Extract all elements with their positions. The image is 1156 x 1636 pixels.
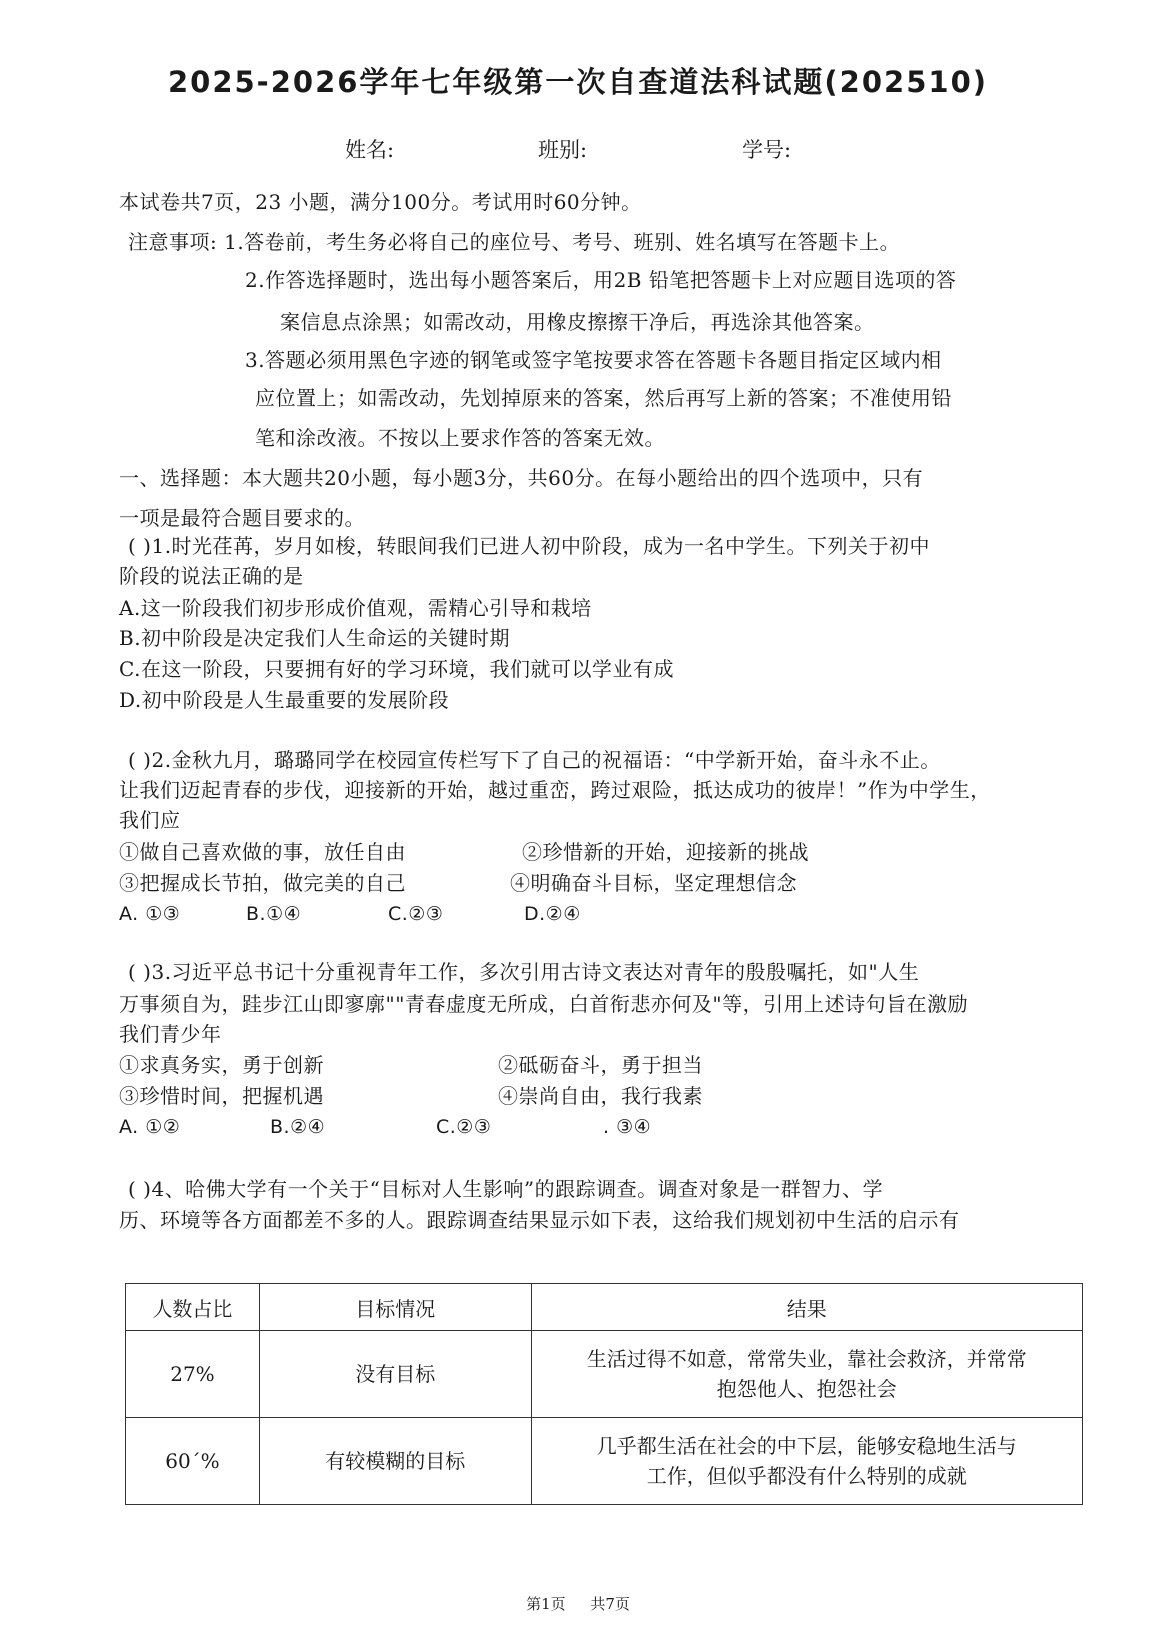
name-label: 姓名:	[345, 138, 395, 162]
question-1-option-c: C.在这一阶段，只要拥有好的学习环境，我们就可以学业有成	[119, 657, 674, 681]
question-4-stem: ( )4、哈佛大学有一个关于“目标对人生影响”的跟踪调查。调查对象是一群智力、学	[128, 1177, 884, 1201]
question-3-option-c: C.②③	[436, 1116, 492, 1138]
question-2-option-d: D.②④	[524, 903, 581, 925]
cell-result-line: 工作，但似乎都没有什么特别的成就	[646, 1464, 967, 1488]
survey-result-table	[125, 1283, 1083, 1505]
question-3-statement-4: ④崇尚自由，我行我素	[498, 1084, 703, 1108]
question-3-stem: ( )3.习近平总书记十分重视青年工作，多次引用古诗文表达对青年的殷殷嘱托，如"人生	[128, 960, 920, 984]
question-2-stem-end: 我们应	[119, 808, 181, 832]
page-number: 第1页	[526, 1595, 566, 1613]
question-1-stem: ( )1.时光荏苒，岁月如梭，转眼间我们已进人初中阶段，成为一名中学生。下列关于初中	[128, 534, 931, 558]
question-2-statement-1: ①做自己喜欢做的事，放任自由	[119, 840, 406, 864]
question-2-stem: ( )2.金秋九月，璐璐同学在校园宣传栏写下了自己的祝福语：“中学新开始，奋斗永不止。	[128, 748, 941, 772]
cell-result-line: 生活过得不如意，常常失业，靠社会救济，并常常	[586, 1347, 1027, 1371]
exam-intro: 本试卷共7页，23 小题，满分100分。考试用时60分钟。	[119, 190, 642, 214]
question-1-stem-cont: 阶段的说法正确的是	[119, 564, 304, 588]
header-percentage: 人数占比	[126, 1284, 260, 1331]
question-2-statement-4: ④明确奋斗目标，坚定理想信念	[510, 871, 797, 895]
note-3-line-2: 应位置上；如需改动，先划掉原来的答案，然后再写上新的答案；不准使用铅	[255, 386, 952, 410]
question-3-stem-end: 我们青少年	[119, 1022, 222, 1046]
cell-result-line: 几乎都生活在社会的中下层，能够安稳地生活与	[596, 1434, 1017, 1458]
question-2-stem-cont: 让我们迈起青春的步伐，迎接新的开始，越过重峦，跨过艰险，抵达成功的彼岸！”作为中学生，	[119, 778, 991, 802]
page-footer	[0, 1593, 1156, 1614]
section-1-heading-cont: 一项是最符合题目要求的。	[119, 506, 365, 530]
student-number-label: 学号:	[742, 138, 792, 162]
question-3-statement-1: ①求真务实，勇于创新	[119, 1053, 324, 1077]
note-2-line-1: 2.作答选择题时，选出每小题答案后，用2B 铅笔把答题卡上对应题目选项的答	[245, 268, 957, 292]
question-3-statement-2: ②砥砺奋斗，勇于担当	[498, 1053, 703, 1077]
cell-result	[531, 1418, 1082, 1505]
note-2-line-2: 案信息点涂黑；如需改动，用橡皮擦擦干净后，再选涂其他答案。	[280, 310, 875, 334]
total-pages: 共7页	[590, 1595, 630, 1613]
question-2-option-b: B.①④	[246, 903, 302, 925]
question-3-stem-cont: 万事须自为，跬步江山即寥廓""青春虚度无所成，白首衔悲亦何及"等，引用上述诗句旨在激励	[119, 992, 969, 1016]
question-3-option-b: B.②④	[270, 1116, 326, 1138]
header-result: 结果	[531, 1284, 1082, 1331]
header-goal: 目标情况	[259, 1284, 531, 1331]
cell-goal: 没有目标	[259, 1331, 531, 1418]
cell-result	[531, 1331, 1082, 1418]
question-1-option-a: A.这一阶段我们初步形成价值观，需精心引导和栽培	[119, 596, 592, 620]
question-3-statement-3: ③珍惜时间，把握机遇	[119, 1084, 324, 1108]
table-row	[126, 1331, 1083, 1418]
question-3-option-d: . ③④	[603, 1116, 652, 1138]
exam-title: 2025-2026学年七年级第一次自查道法科试题(202510)	[167, 65, 989, 99]
cell-percentage: 27%	[126, 1331, 260, 1418]
question-2-option-a: A. ①③	[119, 903, 181, 925]
question-3-option-a: A. ①②	[119, 1116, 181, 1138]
cell-percentage: 60´%	[126, 1418, 260, 1505]
section-1-heading: 一、选择题：本大题共20小题，每小题3分，共60分。在每小题给出的四个选项中，只有	[119, 466, 924, 490]
table-row	[126, 1418, 1083, 1505]
note-3-line-1: 3.答题必须用黑色字迹的钢笔或签字笔按要求答在答题卡各题目指定区域内相	[245, 348, 942, 372]
question-1-option-b: B.初中阶段是决定我们人生命运的关键时期	[119, 626, 511, 650]
question-1-option-d: D.初中阶段是人生最重要的发展阶段	[119, 688, 450, 712]
question-2-option-c: C.②③	[388, 903, 444, 925]
cell-goal: 有较模糊的目标	[259, 1418, 531, 1505]
table-header-row	[126, 1284, 1083, 1331]
cell-result-line: 抱怨他人、抱怨社会	[716, 1377, 897, 1401]
note-3-line-3: 笔和涂改液。不按以上要求作答的答案无效。	[255, 426, 665, 450]
note-1: 注意事项: 1.答卷前，考生务必将自己的座位号、考号、班别、姓名填写在答题卡上。	[128, 230, 901, 254]
question-4-stem-cont: 历、环境等各方面都差不多的人。跟踪调查结果显示如下表，这给我们规划初中生活的启示有	[119, 1208, 960, 1232]
class-label: 班别:	[538, 138, 588, 162]
question-2-statement-2: ②珍惜新的开始，迎接新的挑战	[522, 840, 809, 864]
question-2-statement-3: ③把握成长节拍，做完美的自己	[119, 871, 406, 895]
